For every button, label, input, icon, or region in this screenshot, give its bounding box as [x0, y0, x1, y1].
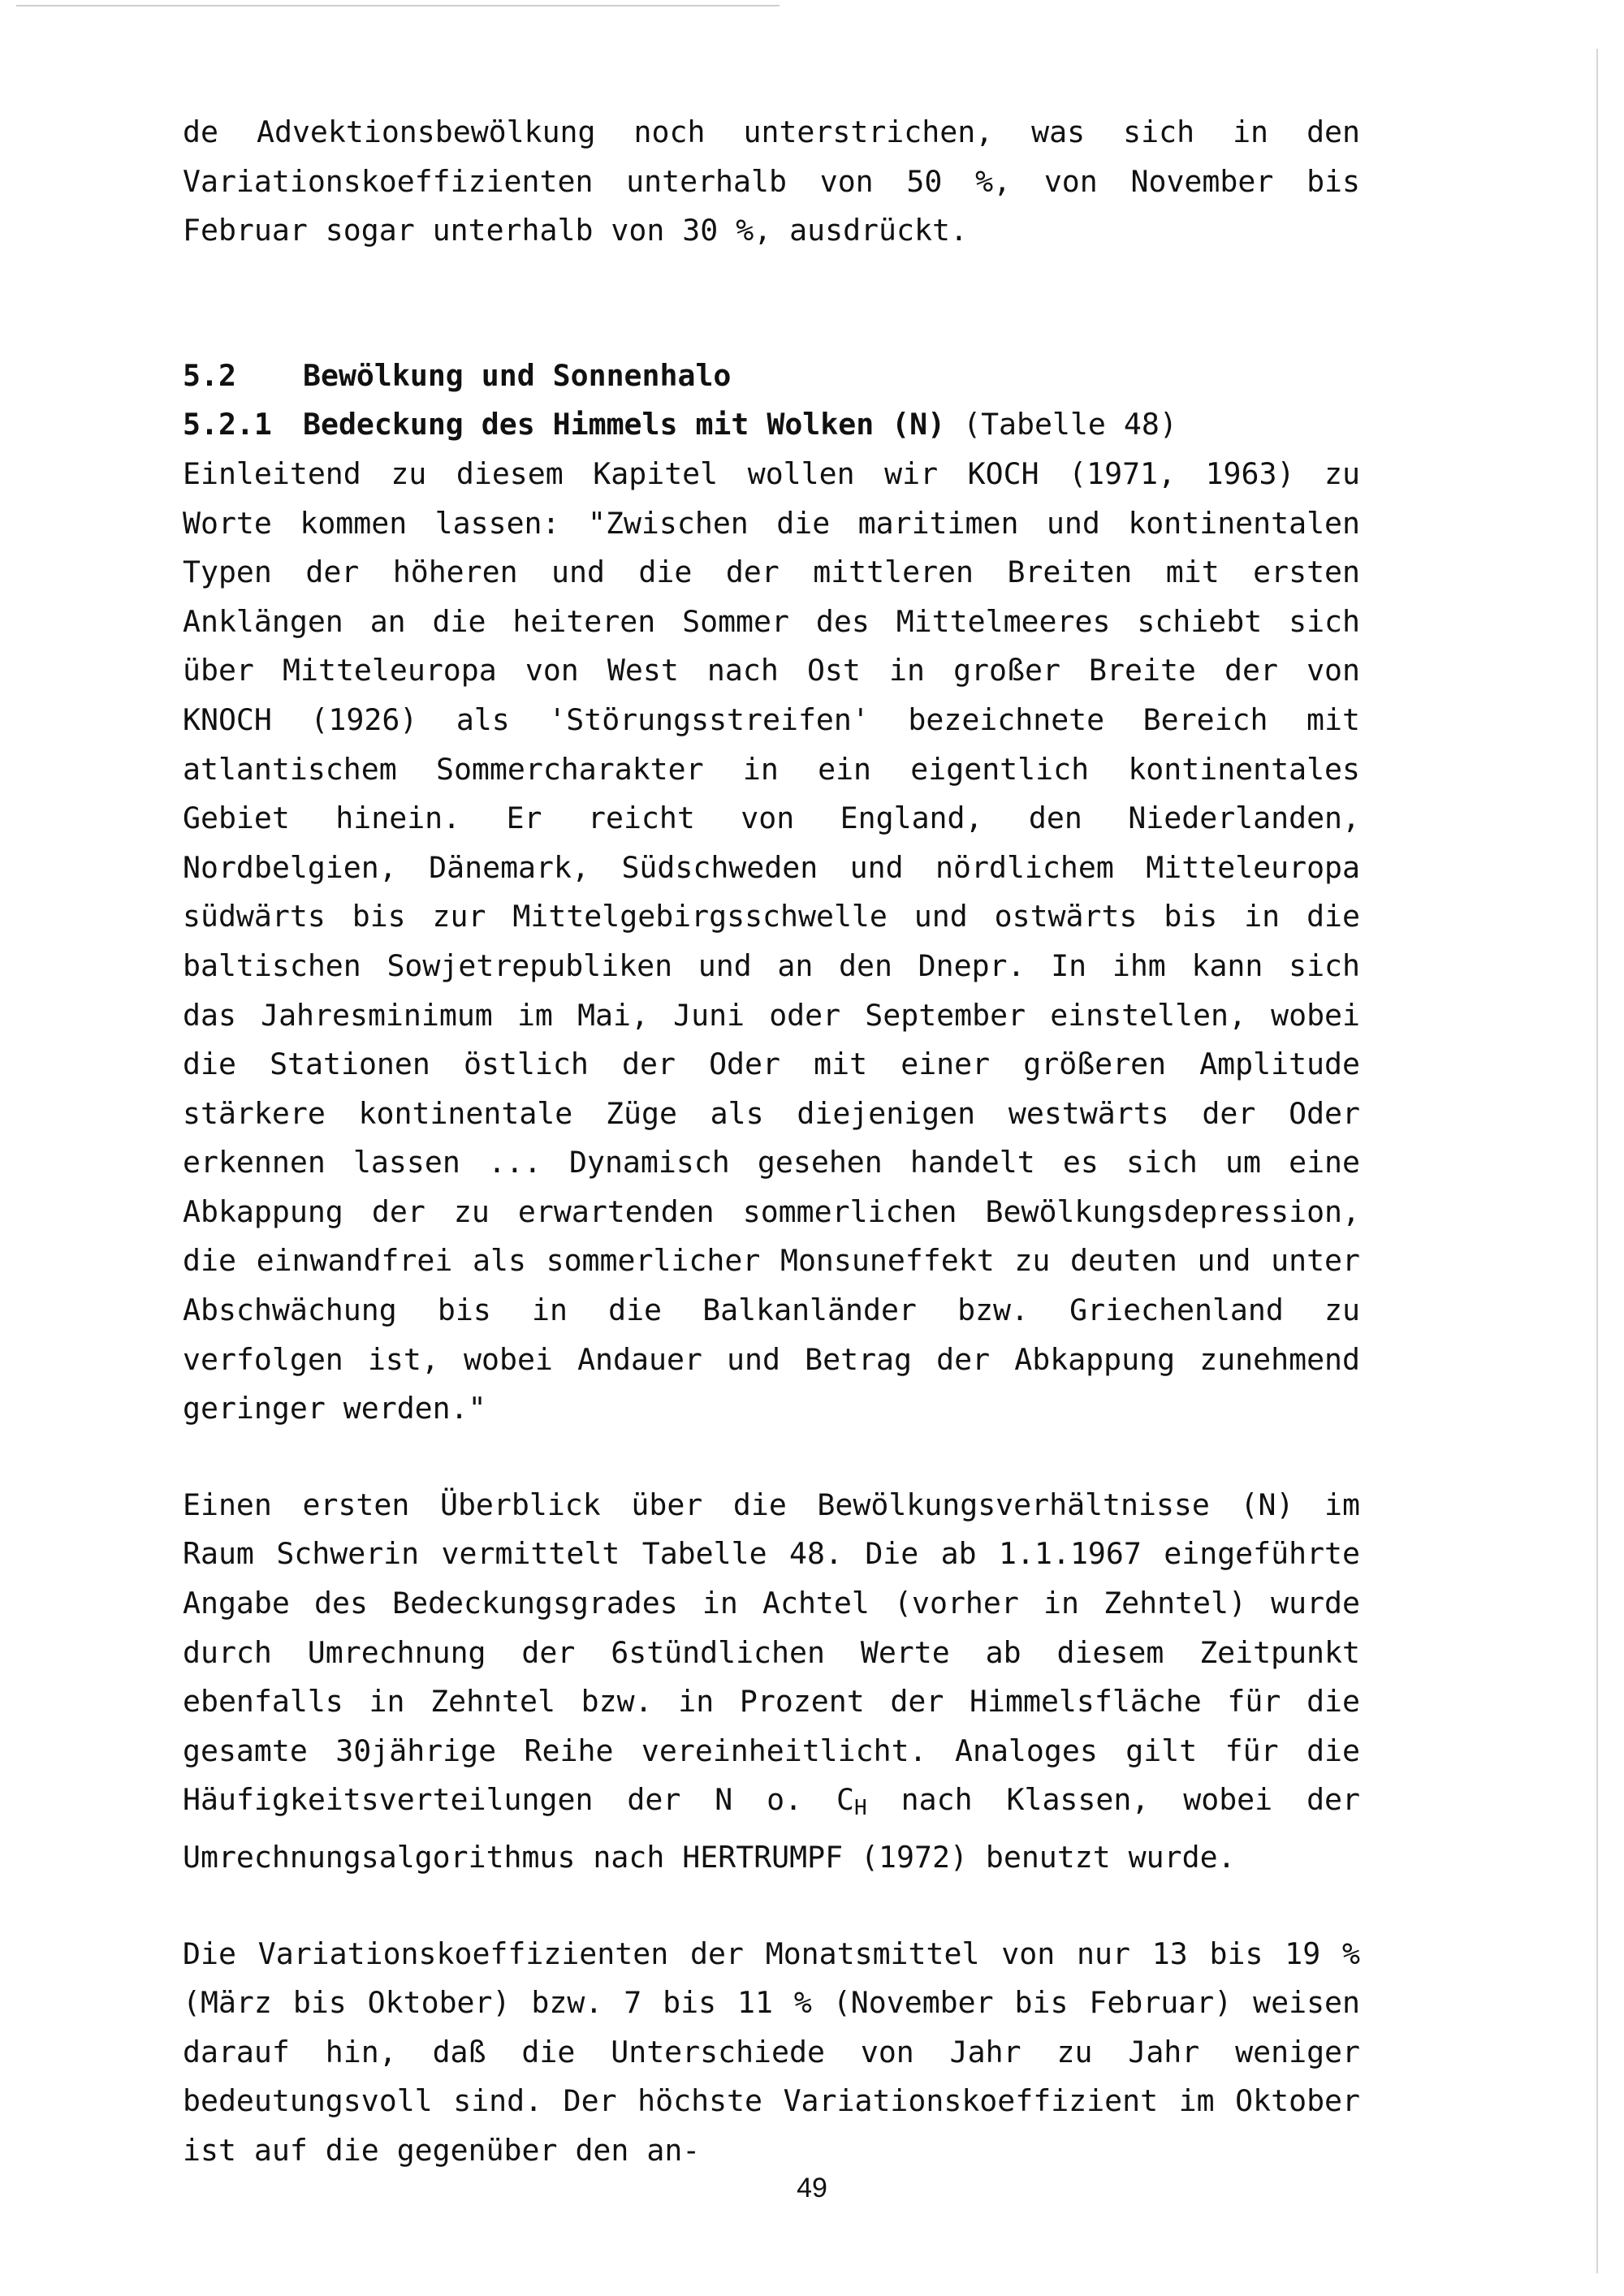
subsection-heading — [183, 400, 1360, 450]
subsection-number: 5.2.1 — [183, 407, 272, 442]
quote-paragraph: Einleitend zu diesem Kapitel wollen wir KOCH (1971, 1963) zu Worte kommen lassen: "Zwischen die maritimen und kontinentalen Typen der höheren und die der mittleren Breiten mit ersten Anklängen an die heiteren Sommer des Mittelmeeres schiebt sich über Mitteleuropa von West nach Ost in großer Breite der von KNOCH (1926) als 'Störungsstreifen' bezeichnete Bereich mit atlantischem Sommercharakter in ein eigentlich kontinentales Gebiet hinein. Er reicht von England, den Niederlanden, Nordbelgien, Dänemark, Südschweden und nördlichem Mitteleuropa südwärts bis zur Mittelgebirgsschwelle und ostwärts bis in die baltischen Sowjetrepubliken und an den Dnepr. In ihm kann sich das Jahresminimum im Mai, Juni oder September einstellen, wobei die Stationen östlich der Oder mit einer größeren Amplitude stärkere kontinentale Züge als diejenigen westwärts der Oder erkennen lassen ... Dynamisch gesehen handelt es sich um eine Abkappung der zu erwartenden sommerlichen Bewölkungsdepression, die einwandfrei als sommerlicher Monsuneffekt zu deuten und unter Abschwächung bis in die Balkanländer bzw. Griechenland zu verfolgen ist, wobei Andauer und Betrag der Abkappung zunehmend geringer werden." — [183, 455, 1360, 1426]
variation-paragraph: Die Variationskoeffizienten der Monatsmittel von nur 13 bis 19 % (März bis Oktober) bzw. 7 bis 11 % (November bis Februar) weisen darauf hin, daß die Unterschiede von Jahr zu Jahr weniger bedeutungsvoll sind. Der höchste Variationskoeffizient im Oktober ist auf die gegenüber den an- — [183, 1936, 1360, 2168]
section-number: 5.2 — [183, 357, 236, 393]
overview-subscript: H — [854, 1796, 867, 1821]
right-scan-border — [1596, 49, 1598, 2273]
section-heading — [183, 352, 1360, 401]
top-scan-border — [16, 5, 780, 6]
table-reference: (Tabelle 48) — [963, 407, 1177, 442]
overview-text-main: Einen ersten Überblick über die Bewölkungsverhältnisse (N) im Raum Schwerin vermittelt Tabelle 48. Die ab 1.1.1967 eingeführte Angabe des Bedeckungsgrades in Achtel (vorher in Zehntel) wurde durch Umrechnung der 6stündlichen Werte ab diesem Zeitpunkt ebenfalls in Zehntel bzw. in Prozent der Himmelsfläche für die gesamte 30jährige Reihe vereinheitlicht. Analoges gilt für die Häufigkeitsverteilungen der N o. C — [183, 1487, 1360, 1818]
section-title: Bewölkung und Sonnenhalo — [303, 357, 732, 393]
document-page — [183, 108, 1360, 2176]
page-number: 49 — [797, 2173, 827, 2203]
overview-text-rest: nach Klassen, wobei der Umrechnungsalgorithmus nach HERTRUMPF (1972) benutzt wurde. — [183, 1782, 1360, 1875]
intro-paragraph: de Advektionsbewölkung noch unterstrichen, was sich in den Variationskoeffizienten unterhalb von 50 %, von November bis Februar sogar unterhalb von 30 %, ausdrückt. — [183, 114, 1360, 248]
overview-paragraph — [183, 1481, 1360, 1883]
subsection-title: Bedeckung des Himmels mit Wolken (N) — [303, 407, 946, 442]
